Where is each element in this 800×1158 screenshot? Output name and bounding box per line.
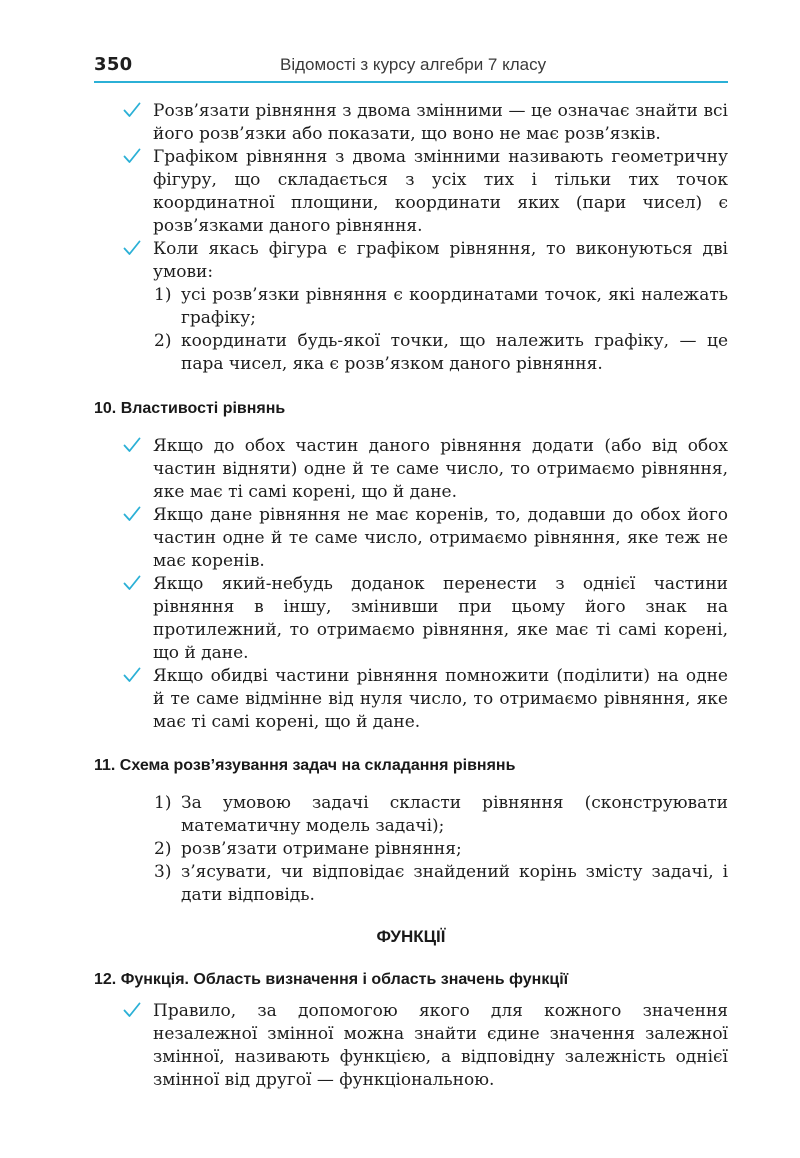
item-number: 2) (154, 839, 172, 859)
bullet-text: Якщо який-небудь доданок перенести з однієї частини рівняння в іншу, змінивши при цьому його знак на протилежний, то отримаємо рівняння, яке має ті самі корені, що й дане. (153, 574, 728, 663)
check-icon (123, 666, 141, 684)
check-icon (123, 505, 141, 523)
bullet-item (94, 665, 728, 734)
bullet-text: Правило, за допомогою якого для кожного значення незалежної змінної можна знайти єдине значення залежної змінної, називають функцією, а відповідну залежність однієї змінної від другої — функціональною. (153, 1001, 728, 1090)
bullet-item (94, 100, 728, 146)
chapter-title: ФУНКЦІЇ (376, 927, 446, 946)
check-icon (123, 101, 141, 119)
item-text: усі розв’язки рівняння є координатами точок, які належать графіку; (181, 285, 728, 328)
check-icon (123, 436, 141, 454)
section-heading: 11. Схема розв’язування задач на складання рівнянь (94, 757, 516, 774)
bullet-item (94, 238, 728, 284)
page-content (94, 100, 728, 1092)
check-icon (123, 1001, 141, 1019)
bullet-item (94, 504, 728, 573)
item-number: 3) (154, 862, 172, 882)
item-number: 1) (154, 285, 172, 305)
item-number: 2) (154, 331, 172, 351)
page-number: 350 (94, 54, 133, 75)
bullet-text: Якщо дане рівняння не має коренів, то, додавши до обох його частин одне й те саме число, отримаємо рівняння, яке теж не має коренів. (153, 505, 728, 571)
bullet-item (94, 1000, 728, 1092)
numbered-item (94, 330, 728, 376)
bullet-item (94, 435, 728, 504)
numbered-item (94, 861, 728, 907)
item-text: координати будь-якої точки, що належить графіку, — це пара чисел, яка є розв’язком даного рівняння. (181, 331, 728, 374)
check-icon (123, 239, 141, 257)
bullet-text: Коли якась фігура є графіком рівняння, то виконуються дві умови: (153, 239, 728, 282)
check-icon (123, 147, 141, 165)
bullet-text: Розв’язати рівняння з двома змінними — це означає знайти всі його розв’язки або показати, що воно не має розв’язків. (153, 101, 728, 144)
numbered-item (94, 792, 728, 838)
running-title: Відомості з курсу алгебри 7 класу (280, 55, 547, 74)
item-text: розв’язати отримане рівняння; (181, 839, 462, 859)
item-text: За умовою задачі скласти рівняння (сконструювати математичну модель задачі); (181, 793, 728, 836)
bullet-text: Якщо обидві частини рівняння помножити (поділити) на одне й те саме відмінне від нуля число, то отримаємо рівняння, яке має ті самі корені, що й дане. (153, 666, 728, 732)
bullet-item (94, 573, 728, 665)
numbered-item (94, 284, 728, 330)
bullet-text: Якщо до обох частин даного рівняння додати (або від обох частин відняти) одне й те саме число, то отримаємо рівняння, яке має ті самі корені, що й дане. (153, 436, 728, 502)
section-heading: 10. Властивості рівнянь (94, 400, 286, 417)
check-icon (123, 574, 141, 592)
numbered-item (94, 838, 728, 861)
page-header (94, 52, 728, 82)
section-heading: 12. Функція. Область визначення і область значень функції (94, 971, 569, 988)
bullet-text: Графіком рівняння з двома змінними називають геометричну фігуру, що складається з усіх тих і тільки тих точок координатної площини, координати яких (пари чисел) є розв’язками даного рівняння. (153, 147, 728, 236)
bullet-item (94, 146, 728, 238)
item-text: з’ясувати, чи відповідає знайдений корінь змісту задачі, і дати відповідь. (181, 862, 728, 905)
item-number: 1) (154, 793, 172, 813)
header-rule (94, 81, 728, 83)
